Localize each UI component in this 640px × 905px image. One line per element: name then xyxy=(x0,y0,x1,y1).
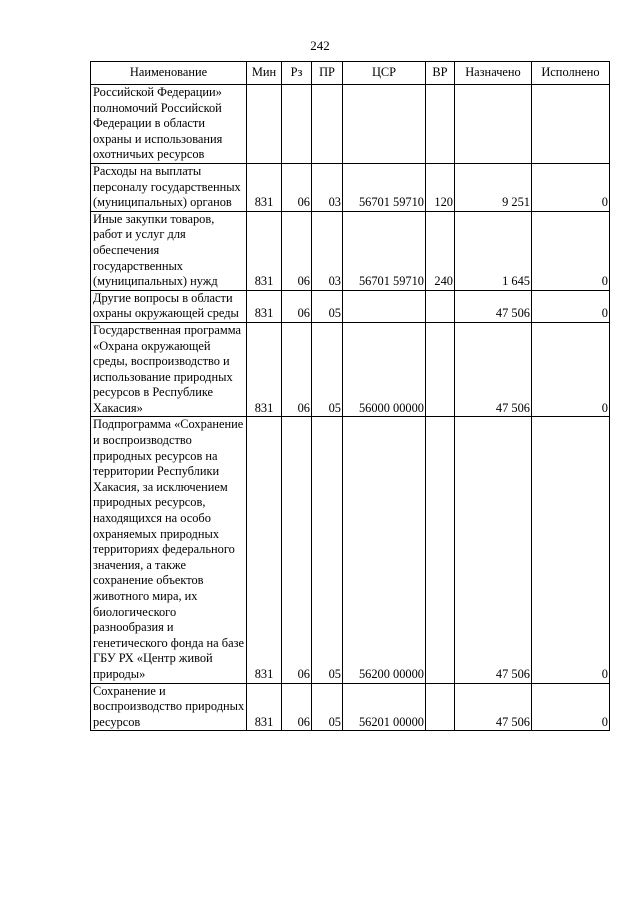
row-csr: 56701 59710 xyxy=(343,211,426,290)
row-min: 831 xyxy=(247,211,282,290)
row-csr: 56000 00000 xyxy=(343,322,426,417)
row-rz: 06 xyxy=(282,211,312,290)
row-vr xyxy=(426,290,455,322)
header-row xyxy=(91,62,610,85)
header-vr: ВР xyxy=(426,62,455,85)
table-row xyxy=(91,211,610,290)
header-csr: ЦСР xyxy=(343,62,426,85)
row-executed: 0 xyxy=(532,322,610,417)
header-name: Наименование xyxy=(91,62,247,85)
row-rz xyxy=(282,85,312,164)
row-vr: 120 xyxy=(426,163,455,211)
row-assigned: 47 506 xyxy=(455,290,532,322)
row-pr: 05 xyxy=(312,290,343,322)
row-min: 831 xyxy=(247,683,282,731)
row-name: Сохранение и воспроизводство природных ресурсов xyxy=(91,683,247,731)
row-executed: 0 xyxy=(532,417,610,683)
row-min: 831 xyxy=(247,417,282,683)
table-row xyxy=(91,163,610,211)
row-assigned: 47 506 xyxy=(455,683,532,731)
row-executed: 0 xyxy=(532,211,610,290)
row-min: 831 xyxy=(247,322,282,417)
header-min: Мин xyxy=(247,62,282,85)
row-executed: 0 xyxy=(532,683,610,731)
table-row xyxy=(91,85,610,164)
header-rz: Рз xyxy=(282,62,312,85)
row-pr: 05 xyxy=(312,417,343,683)
row-min: 831 xyxy=(247,163,282,211)
row-rz: 06 xyxy=(282,290,312,322)
page-number: 242 xyxy=(310,38,330,53)
budget-table xyxy=(90,61,610,731)
row-executed: 0 xyxy=(532,290,610,322)
row-executed: 0 xyxy=(532,163,610,211)
row-pr: 03 xyxy=(312,163,343,211)
row-assigned xyxy=(455,85,532,164)
row-executed xyxy=(532,85,610,164)
row-rz: 06 xyxy=(282,322,312,417)
row-rz: 06 xyxy=(282,417,312,683)
header-pr: ПР xyxy=(312,62,343,85)
table-row xyxy=(91,290,610,322)
row-pr: 05 xyxy=(312,322,343,417)
table-header xyxy=(91,62,610,85)
row-csr: 56701 59710 xyxy=(343,163,426,211)
row-assigned: 47 506 xyxy=(455,322,532,417)
row-assigned: 9 251 xyxy=(455,163,532,211)
row-csr xyxy=(343,85,426,164)
row-name: Российской Федерации» полномочий Российской Федерации в области охраны и использования охотничьих ресурсов xyxy=(91,85,247,164)
row-min: 831 xyxy=(247,290,282,322)
table-row xyxy=(91,683,610,731)
row-csr: 56200 00000 xyxy=(343,417,426,683)
row-pr: 05 xyxy=(312,683,343,731)
row-pr: 03 xyxy=(312,211,343,290)
row-name: Государственная программа «Охрана окружающей среды, воспроизводство и использование природных ресурсов в Республике Хакасия» xyxy=(91,322,247,417)
row-vr xyxy=(426,683,455,731)
row-name: Иные закупки товаров, работ и услуг для обеспечения государственных (муниципальных) нужд xyxy=(91,211,247,290)
row-csr xyxy=(343,290,426,322)
header-assigned: Назначено xyxy=(455,62,532,85)
row-name: Другие вопросы в области охраны окружающей среды xyxy=(91,290,247,322)
row-vr xyxy=(426,417,455,683)
table-body xyxy=(91,85,610,731)
table-row xyxy=(91,322,610,417)
row-vr xyxy=(426,322,455,417)
header-executed: Исполнено xyxy=(532,62,610,85)
row-csr: 56201 00000 xyxy=(343,683,426,731)
row-name: Подпрограмма «Сохранение и воспроизводство природных ресурсов на территории Республики Хакасия, за исключением природных ресурсов, находящихся на особо охраняемых природных территориях федерального значения, а также сохранение объектов животного мира, их биологического разнообразия и генетического фонда на базе ГБУ РХ «Центр живой природы» xyxy=(91,417,247,683)
row-min xyxy=(247,85,282,164)
row-rz: 06 xyxy=(282,163,312,211)
row-rz: 06 xyxy=(282,683,312,731)
row-assigned: 47 506 xyxy=(455,417,532,683)
row-assigned: 1 645 xyxy=(455,211,532,290)
row-name: Расходы на выплаты персоналу государственных (муниципальных) органов xyxy=(91,163,247,211)
row-pr xyxy=(312,85,343,164)
row-vr xyxy=(426,85,455,164)
table-row xyxy=(91,417,610,683)
row-vr: 240 xyxy=(426,211,455,290)
